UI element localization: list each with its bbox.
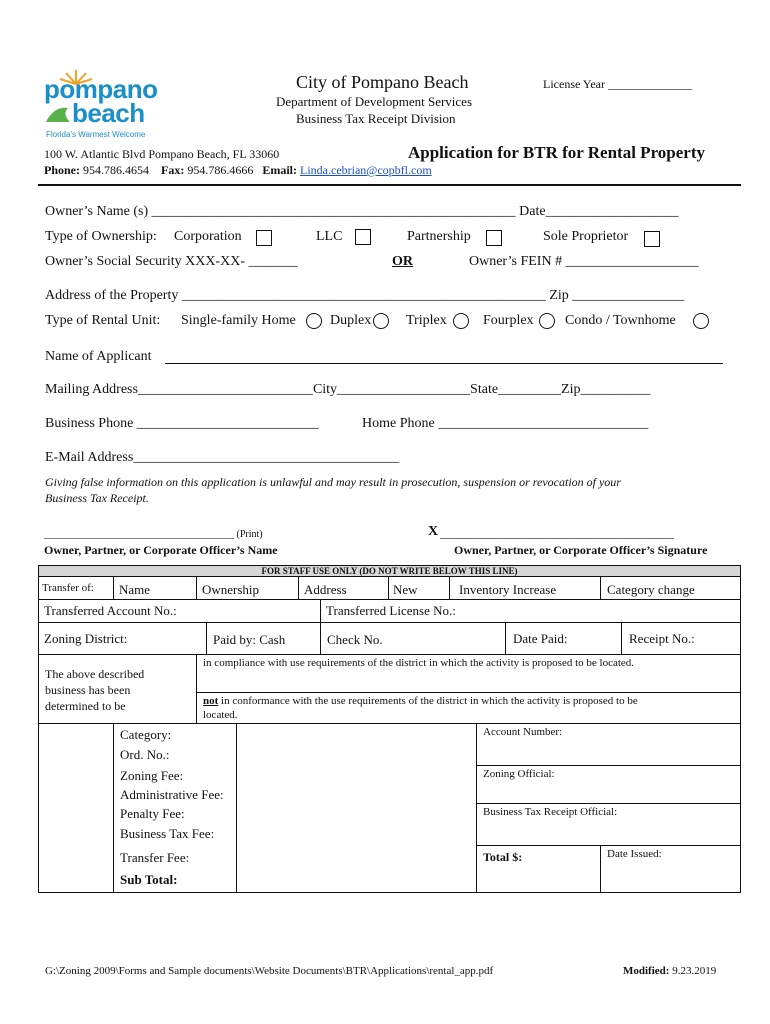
transferred-account[interactable]: Transferred Account No.: [44,603,177,618]
logo-tagline: Florida's Warmest Welcome [46,130,146,139]
modified-label: Modified: [623,965,670,977]
email-label: Email: [262,163,297,177]
owner-name-caption: Owner, Partner, or Corporate Officer’s Name [44,543,278,557]
col-line [388,576,389,599]
col-line [298,576,299,599]
col-line [600,845,601,893]
transfer-new[interactable]: New [393,582,418,597]
mailing-address-field[interactable]: Mailing Address_________________________City___________________State_________Zip__________ [45,382,651,397]
partnership-checkbox[interactable] [486,230,502,246]
subtotal-field[interactable]: Sub Total: [120,872,178,887]
email-link[interactable]: Linda.cebrian@copbfl.com [300,163,432,177]
llc-checkbox[interactable] [355,229,371,245]
condo-label: Condo / Townhome [565,313,676,328]
fish-icon [44,102,74,128]
print-name-line[interactable]: ______________________________________ (Print) [44,529,263,540]
warning-text-2: Business Tax Receipt. [45,491,149,505]
property-address-field[interactable]: Address of the Property ____________________________________________________ Zip ________________ [45,288,685,303]
phone-value: 954.786.4654 [83,163,149,177]
applicant-name-line[interactable] [165,363,723,364]
determined-text-3: determined to be [45,699,126,713]
col-line [320,622,321,654]
nonconformance-option[interactable] [203,695,638,707]
nonconform-text: in conformance with the use requirements of the district in which the activity is proposed to be [218,695,638,707]
col-line [505,622,506,654]
ord-no-field[interactable]: Ord. No.: [120,747,170,762]
row-line [38,723,741,724]
row-line [38,654,741,655]
triplex-radio[interactable] [453,313,469,329]
ownership-label: Type of Ownership: [45,229,157,244]
signature-x: X [428,524,439,539]
rental-unit-label: Type of Rental Unit: [45,313,161,328]
contact-line [44,163,432,178]
row-line [476,845,741,846]
fein-field[interactable]: Owner’s FEIN # ___________________ [469,254,699,269]
transfer-inventory[interactable]: Inventory Increase [459,582,557,597]
receipt-no[interactable]: Receipt No.: [629,631,695,646]
transfer-fee-field[interactable]: Transfer Fee: [120,850,190,865]
paid-cash[interactable]: Paid by: Cash [213,632,286,647]
triplex-label: Triplex [406,313,447,328]
located-text: located. [203,709,238,721]
header-rule [38,184,741,186]
business-phone-field[interactable]: Business Phone __________________________ [45,416,319,431]
total-field[interactable]: Total $: [483,850,523,864]
zoning-district[interactable]: Zoning District: [44,631,128,646]
transfer-address[interactable]: Address [304,582,347,597]
transfer-ownership[interactable]: Ownership [202,582,260,597]
btr-official-field[interactable]: Business Tax Receipt Official: [483,806,618,818]
transfer-category-change[interactable]: Category change [607,582,695,597]
determined-text-2: business has been [45,683,131,697]
col-line [600,576,601,599]
col-line [236,723,237,893]
office-address: 100 W. Atlantic Blvd Pompano Beach, FL 33060 [44,147,280,161]
form-title: Application for BTR for Rental Property [408,143,706,162]
transfer-name[interactable]: Name [119,582,151,597]
row-line [38,622,741,623]
owner-name-field[interactable]: Owner’s Name (s) ____________________________________________________ Date___________________ [45,204,679,219]
admin-fee-field[interactable]: Administrative Fee: [120,787,224,802]
check-no[interactable]: Check No. [327,632,383,647]
llc-label: LLC [316,229,343,244]
corporation-label: Corporation [174,229,242,244]
applicant-name-label: Name of Applicant [45,349,152,364]
file-path: G:\Zoning 2009\Forms and Sample documents\Website Documents\BTR\Applications\rental_app.pdf [45,965,494,977]
division: Business Tax Receipt Division [296,111,456,126]
zoning-fee-field[interactable]: Zoning Fee: [120,768,184,783]
signature-line[interactable]: _______________________________________ [440,526,674,540]
btr-fee-field[interactable]: Business Tax Fee: [120,826,215,841]
condo-radio[interactable] [693,313,709,329]
or-label: OR [392,254,413,269]
account-number-field[interactable]: Account Number: [483,726,563,738]
col-line [621,622,622,654]
duplex-radio[interactable] [373,313,389,329]
warning-text: Giving false information on this application is unlawful and may result in prosecution, suspension or revocation of your [45,475,621,489]
fourplex-label: Fourplex [483,313,534,328]
email-address-field[interactable]: E-Mail Address______________________________________ [45,450,400,465]
col-line [196,654,197,723]
home-phone-field[interactable]: Home Phone ______________________________ [362,416,649,431]
modified-info [623,965,716,977]
ssn-field[interactable]: Owner’s Social Security XXX-XX- _______ [45,254,298,269]
col-line [113,576,114,599]
col-line [476,723,477,893]
sole-proprietor-checkbox[interactable] [644,231,660,247]
date-issued-field[interactable]: Date Issued: [607,848,662,860]
col-line [113,723,114,893]
sole-proprietor-label: Sole Proprietor [543,229,629,244]
col-line [449,576,450,599]
date-paid[interactable]: Date Paid: [513,631,568,646]
fourplex-radio[interactable] [539,313,555,329]
transfer-of-label: Transfer of: [42,582,94,594]
zoning-official-field[interactable]: Zoning Official: [483,768,555,780]
row-line [196,692,741,693]
penalty-fee-field[interactable]: Penalty Fee: [120,806,185,821]
col-line [196,576,197,599]
license-year[interactable]: License Year ______________ [543,77,692,91]
logo [44,66,164,144]
corporation-checkbox[interactable] [256,230,272,246]
staff-use-bar: FOR STAFF USE ONLY (DO NOT WRITE BELOW THIS LINE) [38,565,741,577]
signature-caption: Owner, Partner, or Corporate Officer’s Signature [454,543,708,557]
compliance-option[interactable]: in compliance with use requirements of the district in which the activity is proposed to be located. [203,657,635,669]
single-family-label: Single-family Home [181,313,296,328]
logo-line2: beach [72,98,145,128]
fax-value: 954.786.4666 [187,163,254,177]
determined-text-1: The above described [45,667,145,681]
fax-label: Fax: [161,163,185,177]
not-word: not [203,695,219,707]
col-line [320,599,321,622]
category-field[interactable]: Category: [120,727,172,742]
logo-line1: pompano [44,74,158,104]
phone-label: Phone: [44,163,80,177]
modified-date: 9.23.2019 [672,965,717,977]
col-line [206,622,207,654]
transferred-license[interactable]: Transferred License No.: [326,603,456,618]
department: Department of Development Services [276,94,473,109]
city-title: City of Pompano Beach [296,72,469,92]
row-line [476,765,741,766]
partnership-label: Partnership [407,229,471,244]
row-line [38,599,741,600]
single-family-radio[interactable] [306,313,322,329]
duplex-label: Duplex [330,313,372,328]
row-line [476,803,741,804]
